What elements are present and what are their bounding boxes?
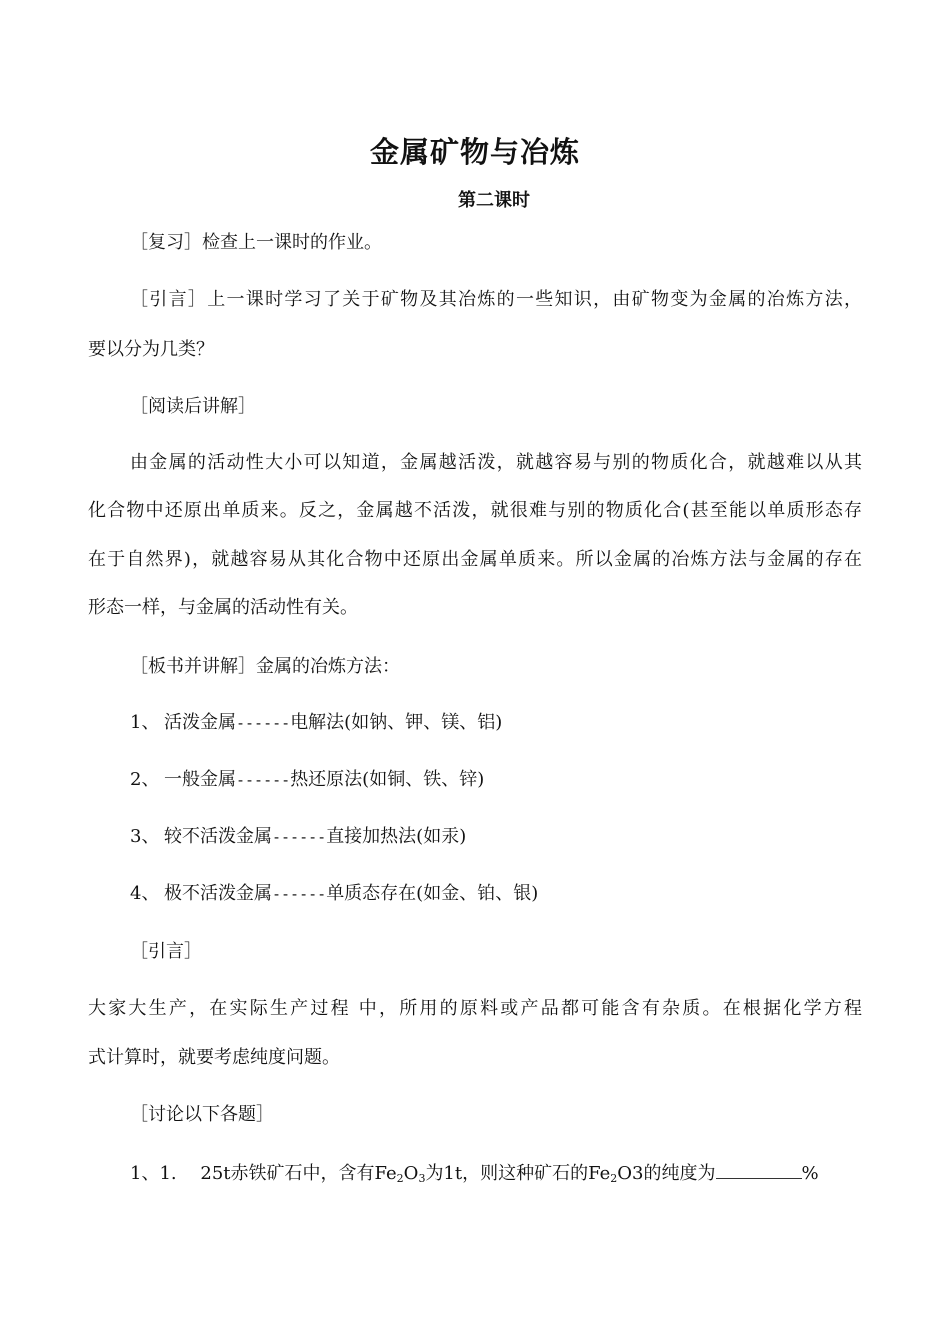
method-item-3 xyxy=(130,825,466,849)
intro-line-1: ［引言］上一课时学习了关于矿物及其冶炼的一些知识，由矿物变为金属的冶炼方法， xyxy=(130,289,862,310)
percent-sign: % xyxy=(801,1163,819,1184)
method-metal: 极不活泼金属 xyxy=(164,883,272,904)
method-text: 热还原法(如铜、铁、锌) xyxy=(290,769,485,790)
answer-blank[interactable] xyxy=(716,1160,802,1179)
method-metal: 较不活泼金属 xyxy=(164,826,272,847)
method-dash: ------ xyxy=(236,771,291,789)
method-dash: ------ xyxy=(272,885,327,903)
question-text-d: O3的纯度为 xyxy=(617,1163,716,1184)
subscript: 2 xyxy=(396,1172,404,1185)
paragraph-line-1: 由金属的活动性大小可以知道，金属越活泼，就越容易与别的物质化合，就越难以从其 xyxy=(130,452,862,473)
discussion-heading: ［讨论以下各题］ xyxy=(130,1104,274,1125)
question-text-b: O xyxy=(403,1163,419,1184)
method-text: 直接加热法(如汞) xyxy=(326,826,467,847)
page-title: 金属矿物与冶炼 xyxy=(369,135,580,169)
question-text-a: 25t赤铁矿石中，含有Fe xyxy=(200,1163,397,1184)
subscript: 3 xyxy=(418,1172,426,1185)
paragraph-line-4: 形态一样，与金属的活动性有关。 xyxy=(88,597,358,618)
paragraph-line-2: 化合物中还原出单质来。反之，金属越不活泼，就很难与别的物质化合(甚至能以单质形态存 xyxy=(88,500,862,521)
question-text-c: 为1t，则这种矿石的Fe xyxy=(425,1163,611,1184)
reading-heading: ［阅读后讲解］ xyxy=(130,396,256,417)
method-item-2 xyxy=(130,768,484,792)
method-text: 单质态存在(如金、铂、银) xyxy=(326,883,539,904)
method-metal: 活泼金属 xyxy=(164,712,236,733)
method-dash: ------ xyxy=(272,828,327,846)
lesson-subtitle: 第二课时 xyxy=(458,190,530,211)
intro2-heading: ［引言］ xyxy=(130,941,202,962)
method-item-4 xyxy=(130,882,538,906)
method-dash: ------ xyxy=(236,714,291,732)
method-number: 3、 xyxy=(130,826,160,847)
board-heading: ［板书并讲解］金属的冶炼方法： xyxy=(130,656,400,677)
question-1 xyxy=(130,1160,819,1191)
production-line-2: 式计算时，就要考虑纯度问题。 xyxy=(88,1047,340,1068)
intro-line-2: 要以分为几类？ xyxy=(88,339,214,360)
subscript: 2 xyxy=(610,1172,618,1185)
production-line-1: 大家大生产，在实际生产过程 中，所用的原料或产品都可能含有杂质。在根据化学方程 xyxy=(88,998,862,1019)
method-number: 1、 xyxy=(130,712,160,733)
method-metal: 一般金属 xyxy=(164,769,236,790)
method-number: 4、 xyxy=(130,883,160,904)
method-text: 电解法(如钠、钾、镁、铝) xyxy=(290,712,503,733)
paragraph-line-3: 在于自然界)，就越容易从其化合物中还原出金属单质来。所以金属的冶炼方法与金属的存在 xyxy=(88,549,862,570)
question-number: 1、1. xyxy=(130,1163,177,1184)
method-item-1 xyxy=(130,711,502,735)
review-line: ［复习］检查上一课时的作业。 xyxy=(130,232,382,253)
method-number: 2、 xyxy=(130,769,160,790)
